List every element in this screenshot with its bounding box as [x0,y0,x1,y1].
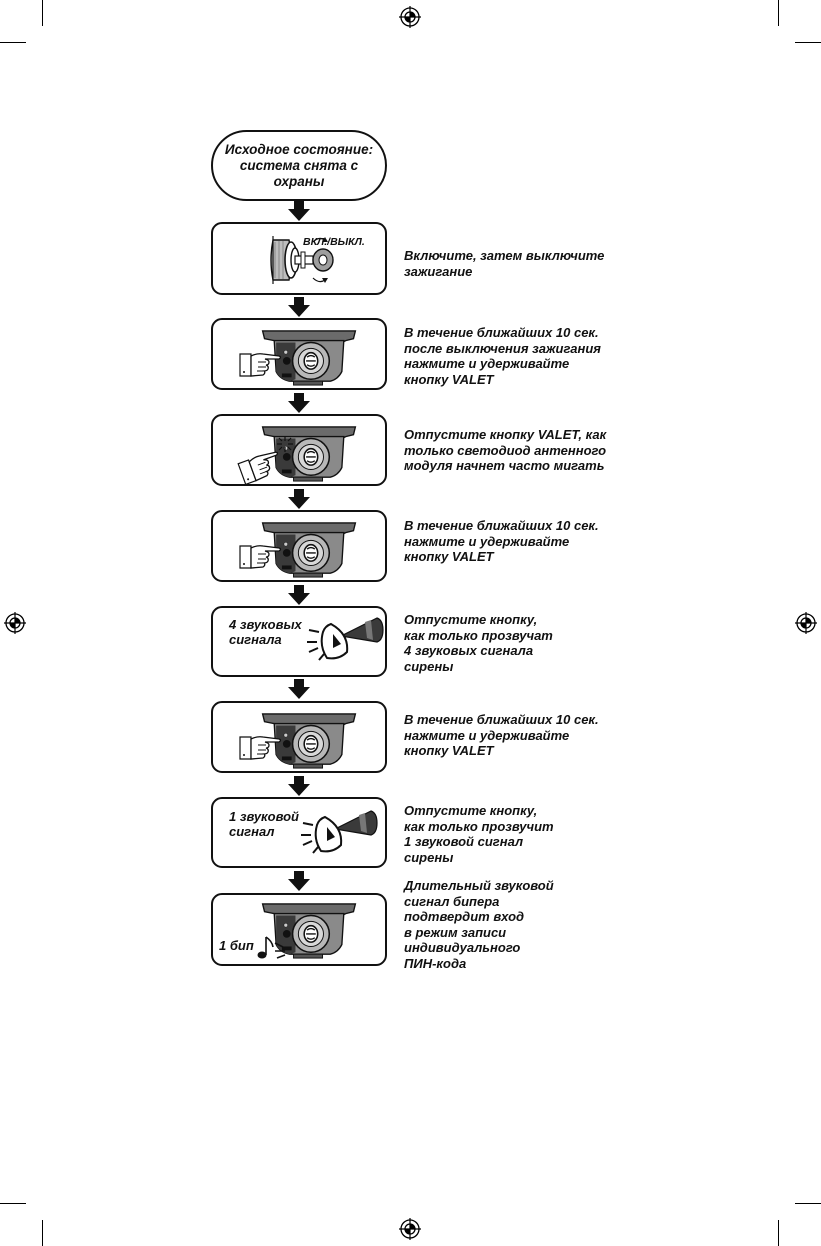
text-line: В течение ближайших 10 сек. [404,712,599,727]
step-siren-4-text [404,612,624,674]
step-release-valet-box [211,414,387,486]
crop-mark [42,0,43,26]
step-ignition-box [211,222,387,295]
step-press-valet-box [211,318,387,390]
text-line: индивидуального [404,940,521,955]
crop-mark [42,1220,43,1246]
step-siren-4-box [211,606,387,677]
text-line: Отпустите кнопку, [404,803,538,818]
text-line: Отпустите кнопку VALET, как [404,427,607,442]
text-line: сигнал бипера [404,893,500,909]
text-line: как только прозвучит [404,818,554,834]
siren-1-label [229,809,299,839]
start-state-box [211,130,387,201]
text-line: в режим записи [404,924,507,940]
start-line: Исходное состояние: [224,141,374,157]
step-press-valet-box [211,510,387,582]
down-arrow-icon [288,871,310,891]
text-line: после выключения зажигания [404,340,601,356]
start-line: охраны [273,173,325,189]
text-line: сирены [404,658,454,674]
label-line: 4 звуковых [229,617,302,632]
step-beep-box [211,893,387,966]
down-arrow-icon [288,201,310,221]
crop-mark [0,42,26,43]
down-arrow-icon [288,297,310,317]
text-line: модуля начнет часто мигать [404,458,605,473]
text-line: 1 звуковой сигнал [404,834,524,849]
step-press-valet-text [404,712,624,759]
crop-mark [795,42,821,43]
step-siren-1-box [211,797,387,868]
down-arrow-icon [288,489,310,509]
step-press-valet-text [404,518,624,565]
siren-icon [299,807,379,863]
down-arrow-icon [288,393,310,413]
text-line: кнопку VALET [404,371,494,387]
pointing-hand-icon [239,348,283,378]
led-flash-icon [277,436,293,452]
text-line: подтвердит вход [404,909,525,924]
step-ignition-text [404,248,624,279]
text-line: Включите, затем выключите [404,248,605,263]
sound-lines-icon [273,939,293,959]
label-line: 1 звуковой [229,809,300,824]
text-line: нажмите и удерживайте [404,727,570,743]
registration-mark-icon [399,6,421,28]
text-line: нажмите и удерживайте [404,356,570,371]
step-release-valet-text [404,427,624,474]
crop-mark [778,0,779,26]
step-siren-1-text [404,803,624,865]
siren-4-label [229,617,302,647]
label-line: сигнал [229,824,275,839]
crop-mark [778,1220,779,1246]
text-line: сирены [404,849,454,865]
siren-icon [305,614,385,670]
beep-label: 1 бип [219,938,254,953]
text-line: 4 звуковых сигнала [404,643,534,658]
crop-mark [795,1203,821,1204]
text-line: Отпустите кнопку, [404,612,538,627]
text-line: ПИН-кода [404,955,467,971]
pointing-hand-icon [239,731,283,761]
start-line: система снята с [239,157,359,173]
crop-mark [0,1203,26,1204]
text-line: В течение ближайших 10 сек. [404,325,599,340]
pointing-hand-icon [239,540,283,570]
text-line: кнопку VALET [404,743,494,758]
registration-mark-icon [795,612,817,634]
text-line: только светодиод антенного [404,442,607,458]
registration-mark-icon [4,612,26,634]
step-beep-text [404,878,624,971]
text-line: кнопку VALET [404,549,494,564]
registration-mark-icon [399,1218,421,1240]
step-press-valet-box [211,701,387,773]
down-arrow-icon [288,585,310,605]
down-arrow-icon [288,776,310,796]
text-line: нажмите и удерживайте [404,533,570,549]
down-arrow-icon [288,679,310,699]
ignition-switch-label: ВКЛ./ВЫКЛ. [303,236,365,248]
step-press-valet-text [404,325,624,387]
text-line: В течение ближайших 10 сек. [404,518,599,533]
text-line: зажигание [404,263,473,279]
text-line: Длительный звуковой [404,878,554,893]
label-line: сигнала [229,632,282,647]
text-line: как только прозвучат [404,627,553,643]
